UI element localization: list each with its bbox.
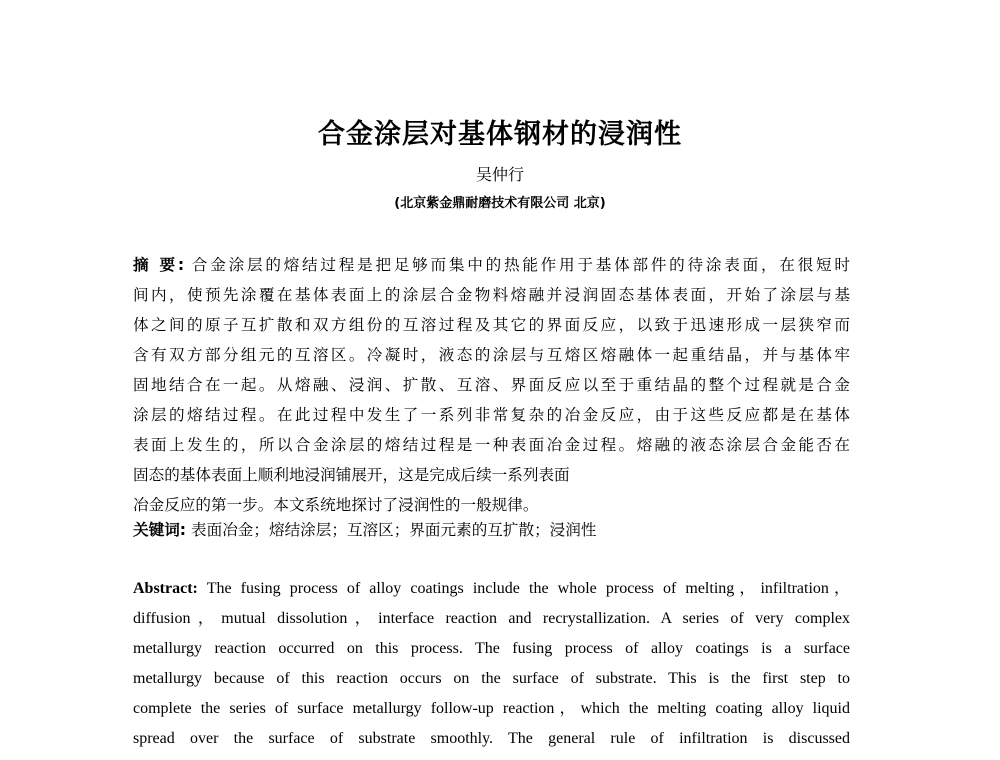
author-name: 吴仲行	[475, 165, 524, 184]
paper-title: 合金涂层对基体钢材的浸润性	[318, 119, 682, 150]
chinese-abstract	[133, 250, 850, 520]
abstract-line: diffusion，mutual dissolution，interface reaction and recrystallization. A series of very complex	[133, 610, 850, 627]
abstract-line: metallurgy reaction occurred on this process. The fusing process of alloy coatings is a surface	[133, 640, 850, 657]
abstract-line: 固态的基体表面上顺利地浸润铺展开，这是完成后续一系列表面	[133, 466, 570, 484]
abstract-line: 表面上发生的，所以合金涂层的熔结过程是一种表面冶金过程。熔融的液态涂层合金能否在	[133, 436, 850, 454]
keywords-line	[133, 515, 850, 545]
author-affiliation: (北京紫金鼎耐磨技术有限公司 北京)	[394, 196, 606, 211]
abstract-line	[133, 574, 850, 604]
abstract-text: 合金涂层的熔结过程是把足够而集中的热能作用于基体部件的待涂表面，在很短时	[191, 256, 850, 274]
abstract-line: spread over the surface of substrate smoothly. The general rule of infiltration is discussed	[133, 730, 850, 747]
abstract-text: The fusing process of alloy coatings include the whole process of melting，infiltration，	[206, 580, 850, 597]
abstract-line: 固地结合在一起。从熔融、浸润、扩散、互溶、界面反应以至于重结晶的整个过程就是合金	[133, 376, 850, 394]
keywords-text: 表面冶金；熔结涂层；互溶区；界面元素的互扩散；浸润性	[191, 521, 597, 539]
abstract-line: 含有双方部分组元的互溶区。冷凝时，液态的涂层与互熔区熔融体一起重结晶，并与基体牢	[133, 346, 850, 364]
abstract-line: 体之间的原子互扩散和双方组份的互溶过程及其它的界面反应，以致于迅速形成一层狭窄而	[133, 316, 850, 334]
english-abstract	[133, 574, 850, 754]
abstract-line: 间内，使预先涂覆在基体表面上的涂层合金物料熔融并浸润固态基体表面，开始了涂层与基	[133, 286, 850, 304]
abstract-line: complete the series of surface metallurgy follow-up reaction，which the melting coating alloy liquid	[133, 700, 850, 717]
abstract-line: metallurgy because of this reaction occurs on the surface of substrate. This is the first step to	[133, 670, 850, 687]
abstract-label: Abstract:	[133, 580, 198, 597]
abstract-label: 摘 要:	[133, 256, 185, 274]
abstract-line: 冶金反应的第一步。本文系统地探讨了浸润性的一般规律。	[133, 496, 539, 514]
abstract-line	[133, 250, 850, 280]
keywords-label: 关键词:	[133, 521, 187, 539]
abstract-line: 涂层的熔结过程。在此过程中发生了一系列非常复杂的冶金反应，由于这些反应都是在基体	[133, 406, 850, 424]
